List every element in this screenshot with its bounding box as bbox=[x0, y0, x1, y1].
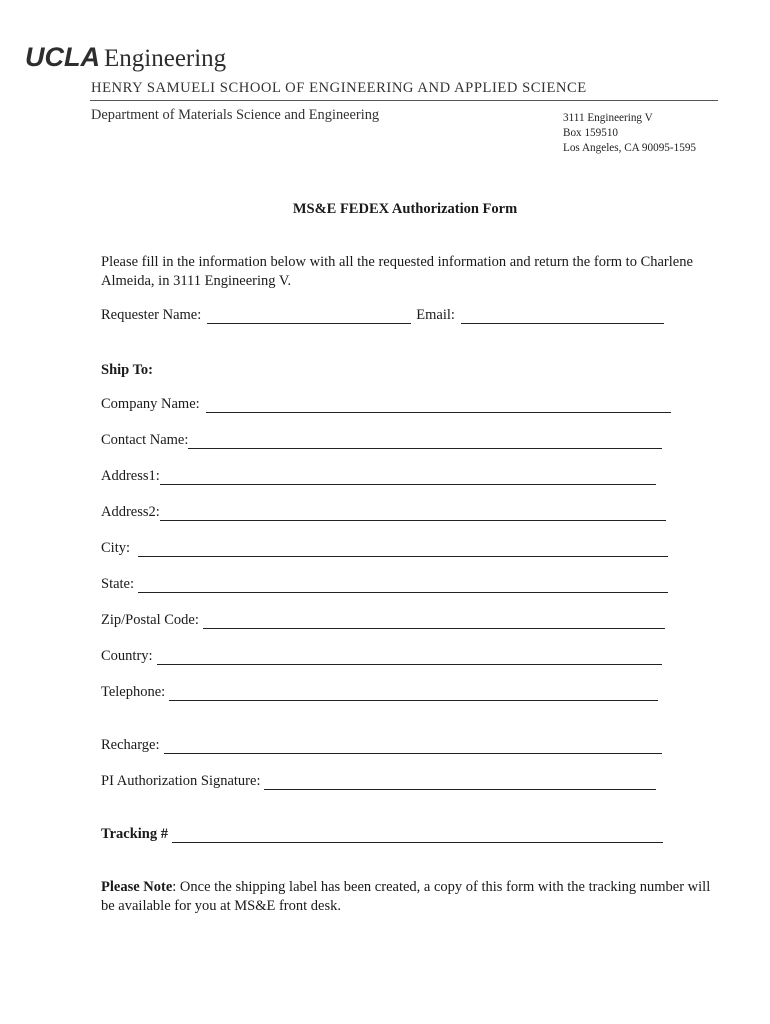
requester-name-field[interactable] bbox=[207, 309, 411, 324]
state-row bbox=[101, 576, 668, 593]
state-field[interactable] bbox=[138, 578, 668, 593]
requester-row bbox=[101, 307, 664, 324]
address-line-1: 3111 Engineering V bbox=[563, 112, 653, 124]
note-label: Please Note bbox=[101, 879, 173, 895]
form-instructions: Please fill in the information below with all the requested information and return the form to Charlene Almeida, in 3111 Engineering V. bbox=[101, 254, 693, 289]
address2-field[interactable] bbox=[160, 506, 666, 521]
telephone-field[interactable] bbox=[169, 686, 658, 701]
zip-label: Zip/Postal Code: bbox=[101, 612, 199, 628]
address2-label: Address2: bbox=[101, 504, 160, 520]
country-row bbox=[101, 648, 662, 665]
address1-label: Address1: bbox=[101, 468, 160, 484]
note-text: : Once the shipping label has been created, a copy of this form with the tracking number will be available for you at MS&E front desk. bbox=[101, 879, 711, 914]
form-title: MS&E FEDEX Authorization Form bbox=[292, 201, 518, 217]
company-name-label: Company Name: bbox=[101, 396, 200, 412]
tracking-label: Tracking # bbox=[101, 826, 168, 842]
country-label: Country: bbox=[101, 648, 153, 664]
contact-name-label: Contact Name: bbox=[101, 432, 189, 448]
telephone-row bbox=[101, 684, 658, 701]
company-name-row bbox=[101, 396, 671, 413]
address-line-2: Box 159510 bbox=[563, 127, 619, 139]
address1-row bbox=[101, 468, 656, 485]
email-label: Email: bbox=[416, 307, 455, 323]
address-line-3: Los Angeles, CA 90095-1595 bbox=[563, 142, 697, 154]
city-label: City: bbox=[101, 540, 131, 556]
contact-name-field[interactable] bbox=[188, 434, 662, 449]
address1-field[interactable] bbox=[160, 470, 656, 485]
header-divider bbox=[90, 100, 718, 101]
ship-to-heading: Ship To: bbox=[101, 362, 154, 378]
city-field[interactable] bbox=[138, 542, 668, 557]
school-name: HENRY SAMUELI SCHOOL OF ENGINEERING AND APPLIED SCIENCE bbox=[91, 80, 587, 96]
ucla-engineering-logo bbox=[25, 44, 226, 71]
contact-name-row bbox=[101, 432, 662, 449]
pi-signature-field[interactable] bbox=[264, 775, 656, 790]
please-note bbox=[101, 878, 721, 916]
zip-field[interactable] bbox=[203, 614, 665, 629]
department-address bbox=[563, 111, 696, 156]
state-label: State: bbox=[101, 576, 135, 592]
recharge-row bbox=[101, 737, 662, 754]
pi-signature-row bbox=[101, 773, 656, 790]
logo-ucla-text: UCLA bbox=[25, 42, 100, 72]
country-field[interactable] bbox=[157, 650, 662, 665]
company-name-field[interactable] bbox=[206, 398, 671, 413]
recharge-label: Recharge: bbox=[101, 737, 160, 753]
recharge-field[interactable] bbox=[164, 739, 662, 754]
department-name: Department of Materials Science and Engineering bbox=[91, 107, 380, 123]
tracking-field[interactable] bbox=[172, 828, 663, 843]
address2-row bbox=[101, 504, 666, 521]
email-field[interactable] bbox=[461, 309, 664, 324]
logo-engineering-text: Engineering bbox=[104, 45, 227, 72]
telephone-label: Telephone: bbox=[101, 684, 166, 700]
pi-signature-label: PI Authorization Signature: bbox=[101, 773, 261, 789]
tracking-row bbox=[101, 826, 663, 843]
requester-name-label: Requester Name: bbox=[101, 307, 202, 323]
city-row bbox=[101, 540, 668, 557]
zip-row bbox=[101, 612, 665, 629]
